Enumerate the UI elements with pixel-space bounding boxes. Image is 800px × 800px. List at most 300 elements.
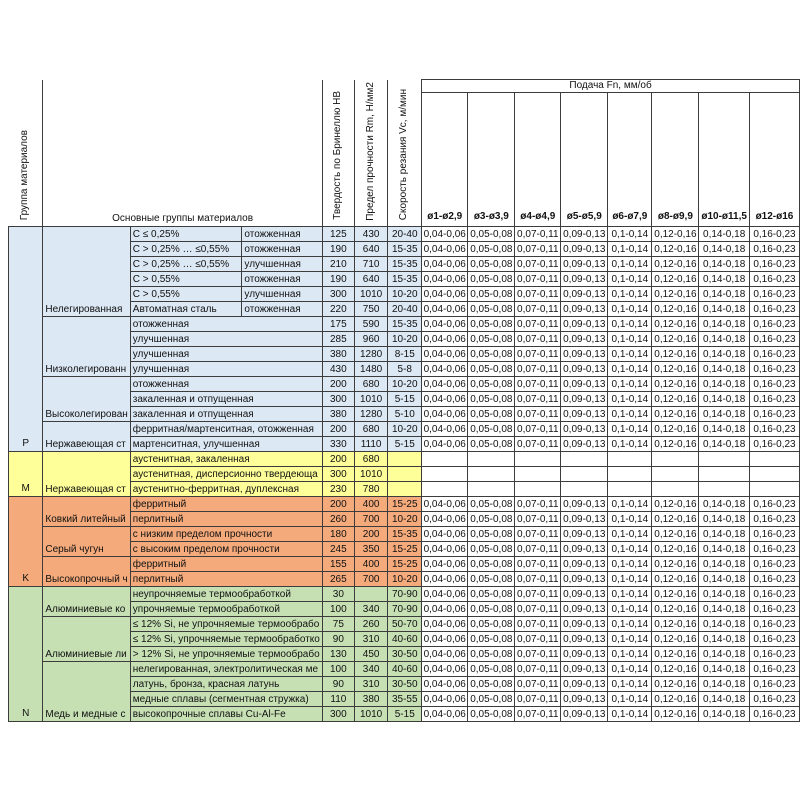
cutting-speed-value-cell: 20-40: [388, 302, 422, 317]
feed-value-cell: 0,05-0,08: [468, 542, 515, 557]
feed-value-cell: 0,14-0,18: [699, 302, 750, 317]
cutting-speed-value-cell: 40-60: [388, 662, 422, 677]
feed-value-cell: 0,14-0,18: [699, 347, 750, 362]
feed-value-cell: 0,07-0,11: [515, 347, 561, 362]
feed-value-cell: 0,12-0,16: [652, 527, 699, 542]
hardness-value-cell: 100: [322, 662, 354, 677]
hardness-value-cell: 200: [322, 377, 354, 392]
feed-value-cell: [608, 452, 652, 467]
material-condition-cell: перлитный: [130, 572, 322, 587]
feed-value-cell: 0,04-0,06: [422, 227, 468, 242]
material-group-name-cell: Ковкий литейный: [43, 497, 130, 527]
feed-value-cell: 0,04-0,06: [422, 302, 468, 317]
feed-value-cell: 0,12-0,16: [652, 257, 699, 272]
feed-value-cell: 0,07-0,11: [515, 377, 561, 392]
feed-value-cell: 0,04-0,06: [422, 257, 468, 272]
feed-value-cell: 0,09-0,13: [561, 302, 608, 317]
table-row: [9, 662, 800, 677]
col-header-cutting-speed: [388, 80, 422, 227]
feed-value-cell: 0,07-0,11: [515, 332, 561, 347]
material-group-name-cell: Высоколегирован: [43, 377, 130, 422]
feed-value-cell: 0,14-0,18: [699, 707, 750, 722]
feed-value-cell: 0,16-0,23: [749, 302, 799, 317]
feed-value-cell: [422, 452, 468, 467]
feed-value-cell: 0,04-0,06: [422, 287, 468, 302]
feed-value-cell: 0,14-0,18: [699, 242, 750, 257]
hardness-value-cell: 220: [322, 302, 354, 317]
col-header-hardness: [322, 80, 354, 227]
material-condition-cell: отожженная: [130, 317, 322, 332]
material-condition-cell: аустенитная, дисперсионно твердеюща: [130, 467, 322, 482]
table-row: [9, 422, 800, 437]
feed-value-cell: 0,04-0,06: [422, 347, 468, 362]
feed-value-cell: 0,1-0,14: [608, 392, 652, 407]
feed-value-cell: 0,07-0,11: [515, 692, 561, 707]
material-subgroup-cell: C > 0,25% … ≤0,55%: [130, 257, 242, 272]
feed-value-cell: 0,12-0,16: [652, 242, 699, 257]
feed-value-cell: 0,09-0,13: [561, 332, 608, 347]
feed-value-cell: 0,1-0,14: [608, 512, 652, 527]
feed-value-cell: 0,16-0,23: [749, 677, 799, 692]
col-header-hardness-label: Твердость по Бринеллю HB: [332, 91, 344, 221]
cutting-speed-value-cell: 35-55: [388, 692, 422, 707]
material-condition-cell: нелегированная, электролитическая ме: [130, 662, 322, 677]
feed-value-cell: 0,07-0,11: [515, 392, 561, 407]
feed-value-cell: 0,16-0,23: [749, 497, 799, 512]
feed-value-cell: 0,07-0,11: [515, 707, 561, 722]
feed-value-cell: 0,16-0,23: [749, 317, 799, 332]
material-group-name-cell: Низколегированн: [43, 317, 130, 377]
feed-value-cell: 0,12-0,16: [652, 362, 699, 377]
hardness-value-cell: 300: [322, 707, 354, 722]
feed-value-cell: 0,12-0,16: [652, 602, 699, 617]
feed-value-cell: 0,05-0,08: [468, 422, 515, 437]
feed-value-cell: 0,14-0,18: [699, 647, 750, 662]
feed-value-cell: 0,12-0,16: [652, 557, 699, 572]
strength-value-cell: 400: [354, 557, 388, 572]
feed-value-cell: 0,12-0,16: [652, 272, 699, 287]
feed-value-cell: 0,12-0,16: [652, 437, 699, 452]
feed-value-cell: 0,14-0,18: [699, 497, 750, 512]
feed-value-cell: 0,04-0,06: [422, 632, 468, 647]
hardness-value-cell: 180: [322, 527, 354, 542]
hardness-value-cell: 200: [322, 422, 354, 437]
diameter-col-header: ø5-ø5,9: [561, 92, 608, 227]
material-condition-cell: перлитный: [130, 512, 322, 527]
material-group-letter-cell: M: [9, 452, 43, 497]
feed-value-cell: 0,1-0,14: [608, 572, 652, 587]
material-group-letter-cell: K: [9, 497, 43, 587]
material-group-letter-cell: P: [9, 227, 43, 452]
cutting-speed-value-cell: [388, 482, 422, 497]
table-row: [9, 527, 800, 542]
feed-value-cell: 0,16-0,23: [749, 632, 799, 647]
hardness-value-cell: 190: [322, 242, 354, 257]
feed-value-cell: 0,05-0,08: [468, 362, 515, 377]
material-group-name-cell: Алюминиевые ли: [43, 617, 130, 662]
strength-value-cell: 1480: [354, 362, 388, 377]
col-header-cutting-speed-label: Скорость резания Vc, м/мин: [398, 89, 410, 221]
feed-value-cell: 0,07-0,11: [515, 602, 561, 617]
strength-value-cell: 260: [354, 617, 388, 632]
material-condition-cell: > 12% Si, не упрочняемые термообрабо: [130, 647, 322, 662]
material-condition-cell: неупрочняемые термообработкой: [130, 587, 322, 602]
feed-value-cell: 0,16-0,23: [749, 527, 799, 542]
feed-value-cell: 0,09-0,13: [561, 377, 608, 392]
feed-value-cell: 0,14-0,18: [699, 392, 750, 407]
material-group-name-cell: Медь и медные с: [43, 662, 130, 722]
material-condition-cell: отожженная: [130, 377, 322, 392]
material-condition-cell: улучшенная: [130, 347, 322, 362]
feed-value-cell: 0,1-0,14: [608, 557, 652, 572]
feed-value-cell: 0,05-0,08: [468, 557, 515, 572]
feed-value-cell: 0,16-0,23: [749, 422, 799, 437]
material-condition-cell: аустенитная, закаленная: [130, 452, 322, 467]
feed-value-cell: 0,04-0,06: [422, 587, 468, 602]
feed-value-cell: [561, 467, 608, 482]
feed-value-cell: 0,07-0,11: [515, 512, 561, 527]
feed-value-cell: 0,16-0,23: [749, 512, 799, 527]
material-group-name-cell: Нержавеющая ст: [43, 422, 130, 452]
feed-value-cell: 0,1-0,14: [608, 227, 652, 242]
feed-value-cell: 0,16-0,23: [749, 707, 799, 722]
table-row: [9, 557, 800, 572]
strength-value-cell: 700: [354, 572, 388, 587]
feed-value-cell: 0,14-0,18: [699, 512, 750, 527]
cutting-speed-value-cell: 5-10: [388, 407, 422, 422]
feed-value-cell: 0,09-0,13: [561, 407, 608, 422]
feed-value-cell: 0,12-0,16: [652, 407, 699, 422]
feed-value-cell: [699, 452, 750, 467]
feed-value-cell: 0,1-0,14: [608, 542, 652, 557]
material-group-letter-cell: N: [9, 587, 43, 722]
feed-value-cell: 0,14-0,18: [699, 527, 750, 542]
feed-value-cell: 0,07-0,11: [515, 317, 561, 332]
feed-value-cell: 0,05-0,08: [468, 377, 515, 392]
feed-value-cell: 0,14-0,18: [699, 407, 750, 422]
cutting-speed-value-cell: 15-35: [388, 272, 422, 287]
feed-value-cell: 0,05-0,08: [468, 617, 515, 632]
feed-value-cell: 0,14-0,18: [699, 572, 750, 587]
feed-value-cell: [422, 467, 468, 482]
material-group-name-cell: Нелегированная: [43, 227, 130, 317]
feed-value-cell: 0,07-0,11: [515, 542, 561, 557]
table-header: [9, 80, 800, 227]
col-header-main-groups-label: Основные группы материалов: [112, 213, 254, 225]
diameter-col-header: ø6-ø7,9: [608, 92, 652, 227]
feed-value-cell: 0,07-0,11: [515, 407, 561, 422]
col-header-main-groups: [43, 80, 322, 227]
feed-value-cell: 0,1-0,14: [608, 422, 652, 437]
feed-value-cell: 0,14-0,18: [699, 362, 750, 377]
feed-value-cell: 0,05-0,08: [468, 572, 515, 587]
hardness-value-cell: 125: [322, 227, 354, 242]
strength-value-cell: 350: [354, 542, 388, 557]
feed-value-cell: [699, 467, 750, 482]
feed-value-cell: 0,05-0,08: [468, 527, 515, 542]
feed-value-cell: 0,05-0,08: [468, 242, 515, 257]
hardness-value-cell: 175: [322, 317, 354, 332]
material-group-name-cell: Алюминиевые ко: [43, 587, 130, 617]
feed-value-cell: 0,09-0,13: [561, 227, 608, 242]
feed-value-cell: 0,04-0,06: [422, 617, 468, 632]
material-condition-cell: улучшенная: [130, 332, 322, 347]
hardness-value-cell: 200: [322, 497, 354, 512]
hardness-value-cell: 30: [322, 587, 354, 602]
feed-value-cell: 0,16-0,23: [749, 332, 799, 347]
feed-value-cell: 0,09-0,13: [561, 662, 608, 677]
strength-value-cell: 680: [354, 422, 388, 437]
strength-value-cell: 710: [354, 257, 388, 272]
material-group-name-cell: Высокопрочный ч: [43, 557, 130, 587]
hardness-value-cell: 130: [322, 647, 354, 662]
diameter-col-header: ø10-ø11,5: [699, 92, 750, 227]
material-condition-cell: с высоким пределом прочности: [130, 542, 322, 557]
feed-value-cell: 0,07-0,11: [515, 647, 561, 662]
hardness-value-cell: 300: [322, 392, 354, 407]
strength-value-cell: 1010: [354, 707, 388, 722]
feed-value-cell: [468, 467, 515, 482]
strength-value-cell: 380: [354, 692, 388, 707]
feed-value-cell: [749, 467, 799, 482]
feed-value-cell: 0,1-0,14: [608, 317, 652, 332]
feed-value-cell: 0,09-0,13: [561, 347, 608, 362]
col-header-strength: [354, 80, 388, 227]
feed-value-cell: 0,16-0,23: [749, 407, 799, 422]
hardness-value-cell: 90: [322, 677, 354, 692]
hardness-value-cell: 155: [322, 557, 354, 572]
strength-value-cell: 750: [354, 302, 388, 317]
feed-value-cell: 0,05-0,08: [468, 602, 515, 617]
feed-value-cell: 0,16-0,23: [749, 287, 799, 302]
feed-value-cell: 0,05-0,08: [468, 497, 515, 512]
feed-value-cell: 0,07-0,11: [515, 497, 561, 512]
feed-value-cell: 0,07-0,11: [515, 287, 561, 302]
feed-value-cell: 0,12-0,16: [652, 392, 699, 407]
hardness-value-cell: 380: [322, 407, 354, 422]
feed-value-cell: 0,12-0,16: [652, 512, 699, 527]
feed-value-cell: 0,16-0,23: [749, 587, 799, 602]
material-condition-cell: улучшенная: [130, 362, 322, 377]
feed-value-cell: 0,14-0,18: [699, 602, 750, 617]
cutting-speed-value-cell: 15-35: [388, 242, 422, 257]
feed-value-cell: 0,16-0,23: [749, 602, 799, 617]
feed-value-cell: 0,05-0,08: [468, 632, 515, 647]
feed-value-cell: 0,05-0,08: [468, 512, 515, 527]
diameter-col-header: ø4-ø4,9: [515, 92, 561, 227]
feed-value-cell: 0,07-0,11: [515, 662, 561, 677]
feed-value-cell: 0,12-0,16: [652, 332, 699, 347]
feed-value-cell: [749, 482, 799, 497]
feed-value-cell: 0,09-0,13: [561, 317, 608, 332]
feed-value-cell: 0,14-0,18: [699, 692, 750, 707]
hardness-value-cell: 380: [322, 347, 354, 362]
cutting-speed-value-cell: 15-25: [388, 557, 422, 572]
cutting-speed-value-cell: [388, 467, 422, 482]
hardness-value-cell: 75: [322, 617, 354, 632]
material-condition-cell: ферритный: [130, 557, 322, 572]
feed-value-cell: 0,1-0,14: [608, 677, 652, 692]
feed-value-cell: 0,1-0,14: [608, 302, 652, 317]
feed-value-cell: 0,12-0,16: [652, 287, 699, 302]
material-condition-cell: мартенситная, улучшенная: [130, 437, 322, 452]
table-row: [9, 377, 800, 392]
feed-value-cell: 0,04-0,06: [422, 692, 468, 707]
feed-value-cell: 0,05-0,08: [468, 272, 515, 287]
diameter-col-header: ø12-ø16: [749, 92, 799, 227]
feed-value-cell: 0,09-0,13: [561, 287, 608, 302]
feed-value-cell: 0,14-0,18: [699, 377, 750, 392]
material-subgroup-cell: C ≤ 0,25%: [130, 227, 242, 242]
feed-value-cell: [515, 467, 561, 482]
feed-value-cell: 0,04-0,06: [422, 497, 468, 512]
feed-value-cell: [652, 482, 699, 497]
strength-value-cell: 450: [354, 647, 388, 662]
material-condition-cell: ≤ 12% Si, упрочняемые термообработко: [130, 632, 322, 647]
hardness-value-cell: 300: [322, 467, 354, 482]
feed-value-cell: 0,12-0,16: [652, 542, 699, 557]
feed-value-cell: 0,1-0,14: [608, 587, 652, 602]
cutting-speed-value-cell: 70-90: [388, 602, 422, 617]
cutting-speed-value-cell: 8-15: [388, 347, 422, 362]
feed-value-cell: 0,16-0,23: [749, 257, 799, 272]
feed-value-cell: 0,1-0,14: [608, 692, 652, 707]
cutting-speed-value-cell: 10-20: [388, 572, 422, 587]
feed-value-cell: 0,07-0,11: [515, 227, 561, 242]
feed-value-cell: 0,12-0,16: [652, 227, 699, 242]
feed-value-cell: 0,07-0,11: [515, 437, 561, 452]
strength-value-cell: 960: [354, 332, 388, 347]
feed-value-cell: 0,16-0,23: [749, 437, 799, 452]
feed-value-cell: [422, 482, 468, 497]
feed-value-cell: 0,04-0,06: [422, 542, 468, 557]
feed-value-cell: 0,04-0,06: [422, 272, 468, 287]
feed-value-cell: 0,05-0,08: [468, 392, 515, 407]
feed-value-cell: 0,1-0,14: [608, 632, 652, 647]
feed-value-cell: 0,16-0,23: [749, 347, 799, 362]
feed-value-cell: 0,1-0,14: [608, 527, 652, 542]
material-condition-cell: закаленная и отпущенная: [130, 407, 322, 422]
feed-value-cell: 0,09-0,13: [561, 557, 608, 572]
table-body: [9, 227, 800, 722]
diameter-col-header: ø8-ø9,9: [652, 92, 699, 227]
feed-value-cell: 0,05-0,08: [468, 437, 515, 452]
feed-value-cell: 0,16-0,23: [749, 662, 799, 677]
cutting-speed-value-cell: 5-15: [388, 707, 422, 722]
material-condition-cell: ферритный: [130, 497, 322, 512]
feed-value-cell: 0,04-0,06: [422, 332, 468, 347]
feed-value-cell: [561, 482, 608, 497]
cutting-speed-value-cell: [388, 452, 422, 467]
hardness-value-cell: 260: [322, 512, 354, 527]
feed-value-cell: 0,14-0,18: [699, 557, 750, 572]
strength-value-cell: 340: [354, 602, 388, 617]
feed-value-cell: 0,05-0,08: [468, 662, 515, 677]
feed-value-cell: 0,07-0,11: [515, 677, 561, 692]
strength-value-cell: 1010: [354, 392, 388, 407]
feed-value-cell: 0,16-0,23: [749, 557, 799, 572]
machining-feed-table-sheet: [8, 79, 800, 722]
cutting-speed-value-cell: 30-50: [388, 677, 422, 692]
feed-value-cell: 0,07-0,11: [515, 527, 561, 542]
feed-value-cell: 0,12-0,16: [652, 587, 699, 602]
feed-value-cell: 0,09-0,13: [561, 527, 608, 542]
feed-value-cell: 0,09-0,13: [561, 617, 608, 632]
feed-value-cell: 0,04-0,06: [422, 527, 468, 542]
material-condition-cell: отожженная: [242, 227, 322, 242]
hardness-value-cell: 330: [322, 437, 354, 452]
table-row: [9, 317, 800, 332]
feed-value-cell: 0,12-0,16: [652, 302, 699, 317]
feed-value-cell: 0,07-0,11: [515, 362, 561, 377]
feed-value-cell: 0,14-0,18: [699, 227, 750, 242]
material-condition-cell: аустенитно-ферритная, дуплексная: [130, 482, 322, 497]
strength-value-cell: 310: [354, 677, 388, 692]
feed-value-cell: 0,09-0,13: [561, 242, 608, 257]
feed-value-cell: [652, 452, 699, 467]
feed-value-cell: 0,05-0,08: [468, 347, 515, 362]
hardness-value-cell: 90: [322, 632, 354, 647]
hardness-value-cell: 190: [322, 272, 354, 287]
strength-value-cell: 1110: [354, 437, 388, 452]
feed-value-cell: 0,14-0,18: [699, 632, 750, 647]
hardness-value-cell: 245: [322, 542, 354, 557]
strength-value-cell: 340: [354, 662, 388, 677]
feed-value-cell: 0,04-0,06: [422, 437, 468, 452]
feed-value-cell: 0,12-0,16: [652, 662, 699, 677]
feed-value-cell: 0,1-0,14: [608, 647, 652, 662]
feed-value-cell: 0,12-0,16: [652, 572, 699, 587]
material-subgroup-cell: C > 0,55%: [130, 272, 242, 287]
feed-value-cell: 0,07-0,11: [515, 422, 561, 437]
feed-value-cell: 0,16-0,23: [749, 647, 799, 662]
feed-value-cell: 0,16-0,23: [749, 572, 799, 587]
strength-value-cell: 590: [354, 317, 388, 332]
table-row: [9, 452, 800, 467]
feed-value-cell: 0,14-0,18: [699, 542, 750, 557]
feed-value-cell: 0,1-0,14: [608, 272, 652, 287]
cutting-speed-value-cell: 15-35: [388, 257, 422, 272]
feed-value-cell: 0,05-0,08: [468, 227, 515, 242]
feed-value-cell: 0,05-0,08: [468, 317, 515, 332]
feed-value-cell: 0,07-0,11: [515, 572, 561, 587]
feed-value-cell: 0,09-0,13: [561, 542, 608, 557]
feed-value-cell: 0,04-0,06: [422, 317, 468, 332]
feed-value-cell: 0,16-0,23: [749, 377, 799, 392]
feed-value-cell: 0,14-0,18: [699, 272, 750, 287]
cutting-speed-value-cell: 10-20: [388, 287, 422, 302]
cutting-speed-value-cell: 5-15: [388, 392, 422, 407]
material-subgroup-cell: Автоматная сталь: [130, 302, 242, 317]
strength-value-cell: 1010: [354, 467, 388, 482]
feed-value-cell: 0,07-0,11: [515, 272, 561, 287]
feed-value-cell: 0,12-0,16: [652, 692, 699, 707]
feed-value-cell: 0,14-0,18: [699, 662, 750, 677]
strength-value-cell: 200: [354, 527, 388, 542]
feed-value-cell: [468, 452, 515, 467]
hardness-value-cell: 210: [322, 257, 354, 272]
feed-value-cell: [608, 482, 652, 497]
feed-value-cell: 0,1-0,14: [608, 497, 652, 512]
material-group-name-cell: Нержавеющая ст: [43, 452, 130, 497]
feed-value-cell: [515, 452, 561, 467]
feed-value-cell: 0,04-0,06: [422, 392, 468, 407]
strength-value-cell: 1280: [354, 407, 388, 422]
col-header-strength-label: Предел прочности Rm, Н/мм2: [364, 81, 376, 221]
feed-value-cell: [468, 482, 515, 497]
cutting-speed-value-cell: 40-60: [388, 632, 422, 647]
feed-value-cell: 0,16-0,23: [749, 242, 799, 257]
